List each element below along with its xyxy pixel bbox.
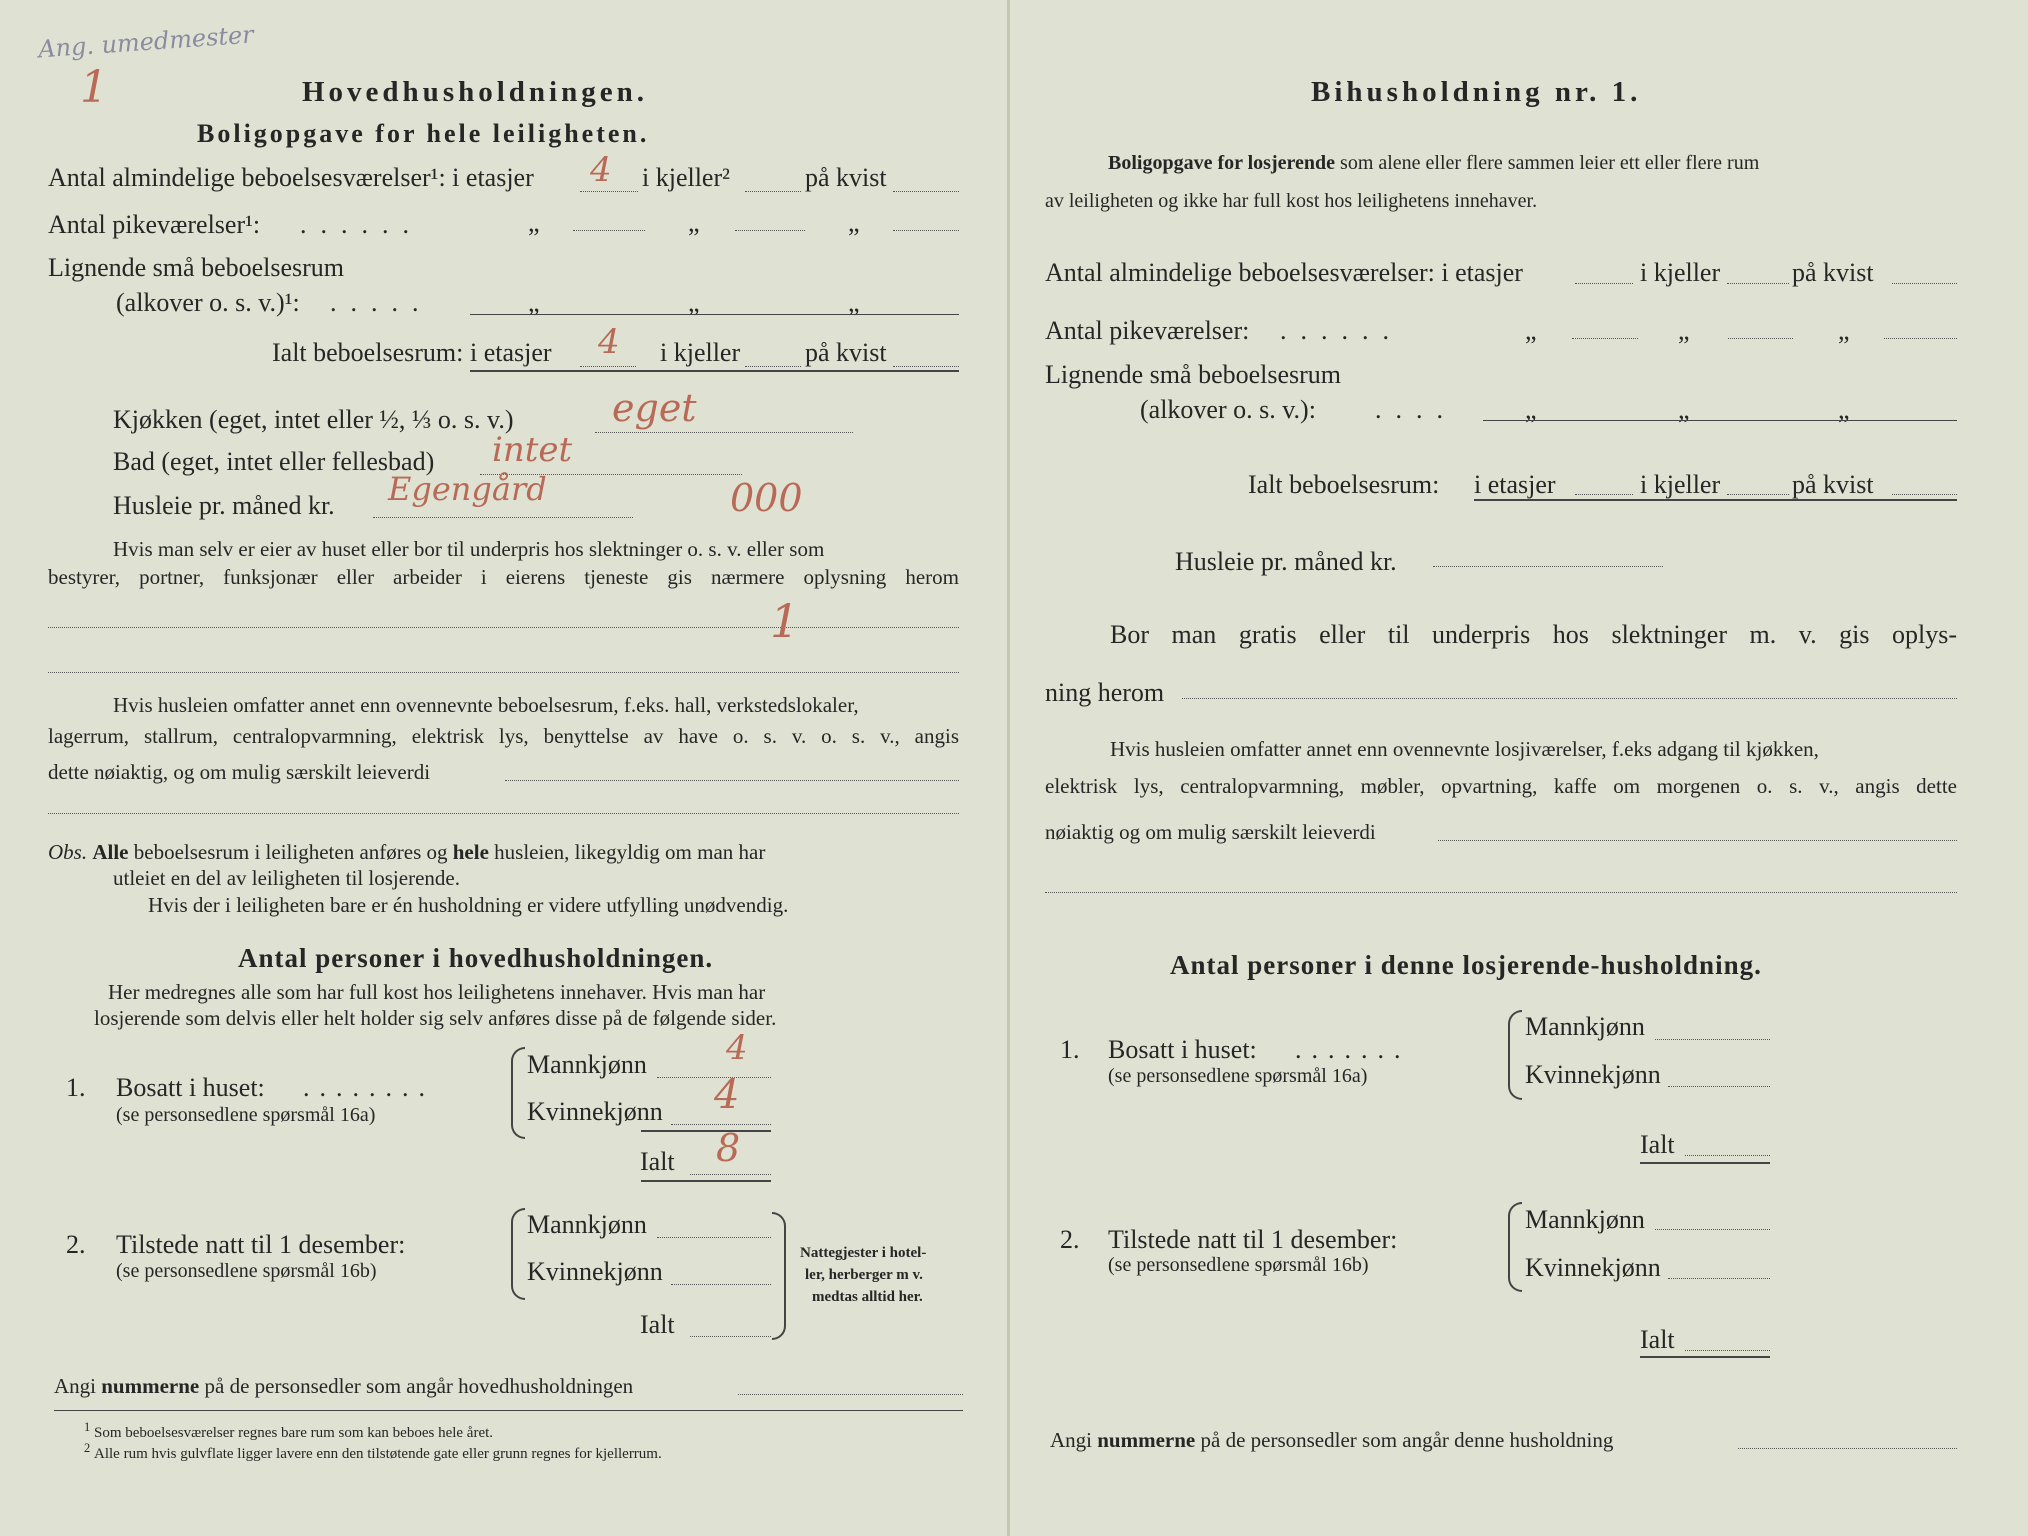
husleie-extra: 000 <box>730 476 803 520</box>
ditto-mark: „ <box>1838 395 1850 424</box>
q1-mann-value: 4 <box>726 1028 748 1068</box>
obs-line-1 <box>48 840 765 865</box>
omfatter-text-1: Hvis husleien omfatter annet enn ovennevnte beboelsesrum, f.eks. hall, verkstedslokaler, <box>113 693 859 717</box>
q1-dots: ........ <box>303 1073 435 1102</box>
ditto-mark: „ <box>528 288 540 317</box>
ialt-kjeller-label: i kjeller <box>660 338 741 367</box>
persons-note-1: Her medregnes alle som har full kost hos leilighetens innehaver. Hvis man har <box>108 980 766 1004</box>
obs-text-b: husleien, likegyldig om man har <box>494 840 766 864</box>
q1-ialt-field[interactable] <box>690 1174 771 1175</box>
r-q1-sub: (se personsedlene spørsmål 16a) <box>1108 1065 1368 1087</box>
husleie-value: Egengård <box>388 470 547 508</box>
ialt-underline <box>470 370 959 372</box>
q2-ialt-label: Ialt <box>640 1310 675 1339</box>
angi-a: Angi <box>54 1374 96 1398</box>
ditto-mark: „ <box>848 288 860 317</box>
r-q1-label: Bosatt i huset: <box>1108 1035 1257 1064</box>
obs-line-3: Hvis der i leiligheten bare er én husholdning er videre utfylling unødvendig. <box>148 893 789 917</box>
r-kjeller-label: i kjeller <box>1640 258 1721 287</box>
r-q2-ialt-field[interactable] <box>1685 1350 1770 1351</box>
r-angi-c: på de personsedler som angår denne husholdning <box>1200 1428 1614 1452</box>
r-pike-label: Antal pikeværelser: <box>1045 316 1250 345</box>
r-q2-kvinne-field[interactable] <box>1668 1278 1770 1279</box>
obs-hele: hele <box>452 840 489 864</box>
pike-etasjer-field[interactable] <box>573 230 645 231</box>
ditto-mark: „ <box>1525 395 1537 424</box>
q2-number: 2. <box>66 1230 86 1259</box>
q2-sub: (se personsedlene spørsmål 16b) <box>116 1260 377 1282</box>
r-q1-mann-label: Mannkjønn <box>1525 1012 1645 1041</box>
r-q2-sub: (se personsedlene spørsmål 16b) <box>1108 1254 1369 1276</box>
r-ialt-label: Ialt beboelsesrum: <box>1248 470 1440 499</box>
r-ialt-kvist-label: på kvist <box>1792 470 1874 499</box>
r-alkover-label: (alkover o. s. v.): <box>1140 395 1316 424</box>
r-pike-kjeller-field[interactable] <box>1728 338 1793 339</box>
r-pike-kvist-field[interactable] <box>1884 338 1957 339</box>
r-q1-dots: ....... <box>1295 1035 1411 1064</box>
eier-value: 1 <box>770 594 800 648</box>
q1-ialt-label: Ialt <box>640 1147 675 1176</box>
obs-alle: Alle <box>92 840 129 864</box>
r-omfatter-2: elektrisk lys, centralopvarmning, møbler, opvartning, kaffe om morgenen o. s. v., angis dette <box>1045 774 1957 798</box>
left-subtitle: Boligopgave for hele leiligheten. <box>197 119 650 148</box>
q2-mann-label: Mannkjønn <box>527 1210 647 1239</box>
r-omfatter-3: nøiaktig og om mulig særskilt leieverdi <box>1045 820 1376 844</box>
r-angi-nummerne: nummerne <box>1097 1428 1196 1452</box>
leieverdi-field[interactable] <box>505 780 959 781</box>
etasjer-field[interactable] <box>580 191 638 192</box>
footnote-1-num: 1 <box>84 1420 91 1434</box>
ditto-mark: „ <box>848 208 860 237</box>
q2-label: Tilstede natt til 1 desember: <box>116 1230 406 1259</box>
r-q2-mann-label: Mannkjønn <box>1525 1205 1645 1234</box>
r-kjeller-field[interactable] <box>1727 283 1789 284</box>
nattegjester-3: medtas alltid her. <box>812 1289 923 1305</box>
page-fold <box>1007 0 1010 1536</box>
q2-ialt-field[interactable] <box>690 1336 771 1337</box>
left-title: Hovedhusholdningen. <box>302 76 648 108</box>
r-q1-ialt-underline <box>1640 1162 1770 1164</box>
left-angi <box>54 1374 633 1399</box>
r-gratis-1: Bor man gratis eller til underpris hos slektninger m. v. gis oplys- <box>1110 620 1957 649</box>
right-intro-1 <box>1108 152 1759 175</box>
r-q1-ialt-field[interactable] <box>1685 1155 1770 1156</box>
q2-brace <box>511 1208 525 1300</box>
omfatter-text-3: dette nøiaktig, og om mulig særskilt leieverdi <box>48 760 431 784</box>
r-alkover-dots: .... <box>1375 395 1457 424</box>
footnote-2 <box>84 1441 662 1463</box>
right-intro-bold: Boligopgave for losjerende <box>1108 152 1336 174</box>
q1-kvinne-label: Kvinnekjønn <box>527 1097 663 1126</box>
r-alkover-field[interactable] <box>1483 420 1957 421</box>
r-etasjer-field[interactable] <box>1575 283 1633 284</box>
kjokken-value: eget <box>612 386 697 430</box>
persons-note-2: losjerende som delvis eller helt holder sig selv anføres disse på de følgende sider. <box>94 1006 777 1030</box>
obs-text-a: beboelsesrum i leiligheten anføres og <box>133 840 448 864</box>
right-title: Bihusholdning nr. 1. <box>1311 76 1642 108</box>
ditto-mark: „ <box>1678 316 1690 345</box>
r-q2-number: 2. <box>1060 1225 1080 1254</box>
ditto-mark: „ <box>688 208 700 237</box>
right-angi <box>1050 1428 1613 1453</box>
q1-ialt-underline <box>641 1180 771 1182</box>
rooms-label: Antal almindelige beboelsesværelser¹: i etasjer <box>48 163 534 192</box>
q2-kvinne-field[interactable] <box>671 1284 771 1285</box>
r-kvist-label: på kvist <box>1792 258 1874 287</box>
q2-kvinne-label: Kvinnekjønn <box>527 1257 663 1286</box>
r-q2-ialt-label: Ialt <box>1640 1325 1675 1354</box>
r-q2-label: Tilstede natt til 1 desember: <box>1108 1225 1398 1254</box>
q2-mann-field[interactable] <box>657 1237 771 1238</box>
kjokken-label: Kjøkken (eget, intet eller ½, ⅓ o. s. v.) <box>113 405 514 434</box>
kvist-label: på kvist <box>805 163 887 192</box>
ditto-mark: „ <box>1838 316 1850 345</box>
leieverdi-field-2[interactable] <box>48 813 959 814</box>
bad-label: Bad (eget, intet eller fellesbad) <box>113 447 435 476</box>
q1-sum-line <box>641 1130 771 1132</box>
footnote-rule <box>54 1410 963 1411</box>
pike-kjeller-field[interactable] <box>735 230 805 231</box>
r-q2-mann-field[interactable] <box>1655 1229 1770 1230</box>
r-q1-mann-field[interactable] <box>1655 1039 1770 1040</box>
r-q2-ialt-underline <box>1640 1356 1770 1358</box>
lignende-label: Lignende små beboelsesrum <box>48 253 345 282</box>
r-q1-kvinne-field[interactable] <box>1668 1086 1770 1087</box>
alkover-dots: ..... <box>330 288 433 317</box>
nattegjester-1: Nattegjester i hotel- <box>800 1245 927 1261</box>
ialt-etasjer-label: i etasjer <box>470 338 552 367</box>
q1-mann-label: Mannkjønn <box>527 1050 647 1079</box>
q2-right-brace <box>772 1212 786 1340</box>
ialt-label: Ialt beboelsesrum: <box>272 338 464 367</box>
r-lignende-label: Lignende små beboelsesrum <box>1045 360 1342 389</box>
eier-field-2[interactable] <box>48 672 959 673</box>
footnote-2-text: Alle rum hvis gulvflate ligger lavere enn den tilstøtende gate eller grunn regnes for kjellerrum. <box>94 1446 662 1462</box>
footnote-1-text: Som beboelsesværelser regnes bare rum som kan beboes hele året. <box>94 1425 494 1441</box>
eier-field-1[interactable] <box>48 627 959 628</box>
r-husleie-field[interactable] <box>1433 566 1663 567</box>
r-gratis-2: ning herom <box>1045 678 1165 707</box>
kjeller-field[interactable] <box>745 191 801 192</box>
eier-text-1: Hvis man selv er eier av huset eller bor til underpris hos slektninger o. s. v. eller som <box>113 537 825 561</box>
r-omfatter-1: Hvis husleien omfatter annet enn ovennevnte losjiværelser, f.eks adgang til kjøkken, <box>1110 737 1819 761</box>
obs-line-2: utleiet en del av leiligheten til losjerende. <box>113 866 460 890</box>
left-angi-field[interactable] <box>738 1394 963 1395</box>
q1-number: 1. <box>66 1073 86 1102</box>
r-q1-kvinne-label: Kvinnekjønn <box>1525 1060 1661 1089</box>
r-q2-kvinne-label: Kvinnekjønn <box>1525 1253 1661 1282</box>
r-ialt-etasjer-field[interactable] <box>1575 494 1633 495</box>
r-ialt-kvist-field[interactable] <box>1892 494 1957 495</box>
kjokken-field[interactable] <box>595 432 853 433</box>
kvist-field[interactable] <box>893 191 959 192</box>
r-leieverdi-field-2[interactable] <box>1045 892 1957 893</box>
ditto-mark: „ <box>1525 316 1537 345</box>
r-ialt-kjeller-field[interactable] <box>1727 494 1789 495</box>
ialt-kvist-field[interactable] <box>893 366 959 367</box>
footnote-1 <box>84 1420 493 1442</box>
ialt-etasjer-field[interactable] <box>580 366 636 367</box>
r-q1-ialt-label: Ialt <box>1640 1130 1675 1159</box>
angi-nummerne: nummerne <box>101 1374 200 1398</box>
pike-label: Antal pikeværelser¹: <box>48 210 261 239</box>
eier-text-2: bestyrer, portner, funksjonær eller arbeider i eierens tjeneste gis nærmere oplysning herom <box>48 565 959 589</box>
obs-label: Obs. <box>48 840 88 864</box>
left-persons-heading: Antal personer i hovedhusholdningen. <box>238 943 714 973</box>
r-pike-etasjer-field[interactable] <box>1572 338 1638 339</box>
r-ialt-etasjer-label: i etasjer <box>1474 470 1556 499</box>
r-gratis-field[interactable] <box>1182 698 1957 699</box>
alkover-label: (alkover o. s. v.)¹: <box>116 288 300 317</box>
r-q2-brace <box>1508 1202 1522 1292</box>
r-q1-brace <box>1508 1010 1522 1100</box>
ialt-kjeller-field[interactable] <box>745 366 801 367</box>
right-intro-2: av leiligheten og ikke har full kost hos leilighetens innehaver. <box>1045 190 1538 212</box>
right-persons-heading: Antal personer i denne losjerende-husholdning. <box>1170 950 1762 980</box>
q1-kvinne-value: 4 <box>714 1072 740 1118</box>
r-ialt-underline <box>1474 499 1957 501</box>
q1-sub: (se personsedlene spørsmål 16a) <box>116 1104 376 1126</box>
margin-mark: 1 <box>80 62 108 113</box>
omfatter-text-2: lagerrum, stallrum, centralopvarmning, elektrisk lys, benyttelse av have o. s. v. o. s. v., angis <box>48 724 959 748</box>
r-q1-number: 1. <box>1060 1035 1080 1064</box>
alkover-field[interactable] <box>470 314 959 315</box>
r-husleie-label: Husleie pr. måned kr. <box>1175 547 1397 576</box>
right-intro-text: som alene eller flere sammen leier ett eller flere rum <box>1340 152 1760 174</box>
etasjer-value: 4 <box>590 150 612 190</box>
r-angi-a: Angi <box>1050 1428 1092 1452</box>
footnote-2-num: 2 <box>84 1441 91 1455</box>
r-pike-dots: ...... <box>1280 316 1403 345</box>
q1-label: Bosatt i huset: <box>116 1073 265 1102</box>
r-ialt-kjeller-label: i kjeller <box>1640 470 1721 499</box>
margin-note: Ang. umedmester <box>37 20 255 64</box>
r-leieverdi-field[interactable] <box>1438 840 1957 841</box>
kjeller-label: i kjeller² <box>642 163 730 192</box>
ialt-kvist-label: på kvist <box>805 338 887 367</box>
r-rooms-label: Antal almindelige beboelsesværelser: i etasjer <box>1045 258 1523 287</box>
ditto-mark: „ <box>528 208 540 237</box>
ialt-etasjer-value: 4 <box>598 322 620 362</box>
q1-ialt-value: 8 <box>716 1126 741 1170</box>
q1-brace <box>511 1047 525 1139</box>
right-angi-field[interactable] <box>1738 1448 1957 1449</box>
husleie-label: Husleie pr. måned kr. <box>113 491 335 520</box>
pike-dots: ...... <box>300 210 423 239</box>
ditto-mark: „ <box>1678 395 1690 424</box>
q1-kvinne-field[interactable] <box>671 1124 771 1125</box>
pike-kvist-field[interactable] <box>893 230 959 231</box>
r-kvist-field[interactable] <box>1892 283 1957 284</box>
husleie-field[interactable] <box>373 517 633 518</box>
angi-c: på de personsedler som angår hovedhusholdningen <box>204 1374 634 1398</box>
ditto-mark: „ <box>688 288 700 317</box>
bad-value: intet <box>492 430 573 470</box>
nattegjester-2: ler, herberger m v. <box>805 1267 923 1283</box>
